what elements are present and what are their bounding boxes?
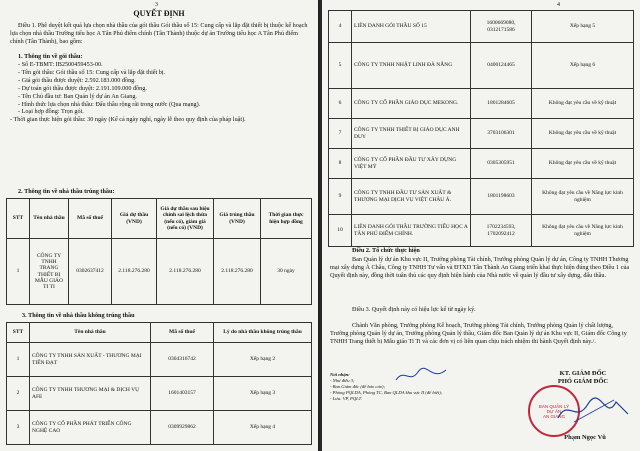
table-cell: 0309929862 bbox=[151, 411, 214, 445]
document-page-3 bbox=[0, 0, 318, 451]
winning-bidder-table bbox=[6, 198, 312, 305]
seal-text: DỰ ÁN bbox=[546, 408, 562, 414]
info-line: - Số E-TBMT: IB2500459453-00. bbox=[18, 61, 103, 68]
table-cell: 30 ngày bbox=[261, 239, 312, 305]
table-cell: Không đạt yêu cầu về kỹ thuật bbox=[532, 149, 634, 179]
table-cell: Xếp hạng 5 bbox=[532, 11, 634, 43]
table-header: Giá dự thầu sau hiệu chỉnh sai lệch thừa (nếu có), giảm giá (nếu có) (VND) bbox=[157, 199, 214, 239]
table-cell: 2 bbox=[7, 377, 30, 411]
table-cell: 0302637412 bbox=[69, 239, 112, 305]
table-cell: 0305305951 bbox=[471, 149, 532, 179]
table-cell: CÔNG TY TNHH TRANG THIẾT BỊ MẪU GIÁO TI TI bbox=[30, 239, 69, 305]
signature-block bbox=[528, 370, 638, 386]
section-2-title: 2. Thông tin về nhà thầu trúng thầu: bbox=[18, 188, 115, 195]
article-3-title: Điều 3. Quyết định này có hiệu lực kể từ ngày ký. bbox=[352, 306, 476, 313]
table-cell: LIÊN DANH GÓI THẦU TRƯỜNG TIỂU HỌC A TÂN PHÚ ĐIỂM CHÍNH. bbox=[352, 215, 471, 247]
table-cell: 4 bbox=[329, 11, 352, 43]
document-page-4 bbox=[322, 0, 640, 451]
info-line: - Tên Chủ đầu tư: Ban Quản lý dự án An Giang. bbox=[18, 92, 137, 100]
table-cell: 2.118.276.280 bbox=[214, 239, 261, 305]
table-header: Giá trúng thầu (VND) bbox=[214, 199, 261, 239]
info-line: - Loại hợp đồng: Trọn gói. bbox=[18, 108, 84, 116]
info-line: - Tên gói thầu: Gói thầu số 15: Cung cấp và lắp đặt thiết bị. bbox=[18, 68, 166, 76]
table-cell: 2.118.276.280 bbox=[157, 239, 214, 305]
table-cell: CÔNG TY TNHH NHẬT LINH ĐÀ NẴNG bbox=[352, 43, 471, 89]
package-info-list bbox=[10, 61, 310, 124]
recipient-line: - Lưu: VP, PQLT. bbox=[330, 396, 362, 401]
table-cell: 0400124465 bbox=[471, 43, 532, 89]
table-cell: CÔNG TY TNHH ĐẦU TƯ SẢN XUẤT & THƯƠNG MẠI DỊCH VỤ VIỆT CHÂU Á. bbox=[352, 179, 471, 215]
recipients-title: Nơi nhận: bbox=[330, 372, 350, 377]
table-header: Tên nhà thầu bbox=[30, 199, 69, 239]
table-cell: CÔNG TY TNHH THƯƠNG MẠI & DỊCH VỤ AFE bbox=[30, 377, 151, 411]
article-1-text: Điều 1. Phê duyệt kết quả lựa chọn nhà thầu của gói thầu Gói thầu số 15: Cung cấp và lắp đặt thiết bị thuộc kế hoạch lựa chọn nhà thầu Trường tiểu học A Tân Phú điểm chính (Tân Thành) thuộc dự án Trường tiểu học A Tân Phú điểm chính (Tân Thành), bao gồm: bbox=[10, 22, 308, 45]
table-cell: 5 bbox=[329, 43, 352, 89]
losing-bidders-table bbox=[6, 322, 312, 445]
recipient-line: - Phòng PQLDA, Phòng TC, Ban QLDA khu vực II (để biết); bbox=[330, 390, 443, 395]
table-header: Tên nhà thầu bbox=[30, 323, 151, 343]
table-row bbox=[329, 179, 634, 215]
table-row bbox=[329, 119, 634, 149]
info-line: - Hình thức lựa chọn nhà thầu: Đấu thầu rộng rãi trong nước (Qua mạng). bbox=[18, 100, 201, 108]
table-cell: CÔNG TY TNHH SẢN XUẤT - THƯƠNG MẠI TIẾN ĐẠT bbox=[30, 343, 151, 377]
section-1-title: 1. Thông tin về gói thầu: bbox=[18, 53, 83, 60]
table-cell: 2.118.276.280 bbox=[112, 239, 157, 305]
initial-signature-mark bbox=[392, 364, 452, 386]
sign-role: PHÓ GIÁM ĐỐC bbox=[557, 378, 609, 385]
table-row bbox=[7, 239, 312, 305]
table-row bbox=[7, 411, 312, 445]
table-cell: 1601403157 bbox=[151, 377, 214, 411]
table-cell: CÔNG TY CỔ PHẦN GIÁO DỤC MEKONG. bbox=[352, 89, 471, 119]
table-cell: 3703106301 bbox=[471, 119, 532, 149]
table-cell: 1 bbox=[7, 343, 30, 377]
table-header: Thời gian thực hiện hợp đồng bbox=[261, 199, 312, 239]
recipient-line: - Như điều 3; bbox=[330, 378, 355, 383]
table-header: STT bbox=[7, 323, 30, 343]
table-row bbox=[7, 377, 312, 411]
table-cell: 1 bbox=[7, 239, 30, 305]
table-cell: 3 bbox=[7, 411, 30, 445]
seal-text: AN GIANG bbox=[542, 413, 565, 419]
table-row bbox=[329, 149, 634, 179]
table-cell: 1801284605 bbox=[471, 89, 532, 119]
table-row bbox=[329, 89, 634, 119]
section-3-title: 3. Thông tin về nhà thầu không trúng thầu bbox=[22, 312, 135, 319]
table-cell: Xếp hạng 6 bbox=[532, 43, 634, 89]
table-row bbox=[329, 43, 634, 89]
sign-kt: KT. GIÁM ĐỐC bbox=[559, 370, 607, 377]
table-cell: 10 bbox=[329, 215, 352, 247]
table-cell: Xếp hạng 4 bbox=[214, 411, 312, 445]
table-cell: 9 bbox=[329, 179, 352, 215]
table-cell: Xếp hạng 2 bbox=[214, 343, 312, 377]
table-header-row bbox=[7, 323, 312, 343]
table-cell: Không đạt yêu cầu về kỹ thuật bbox=[532, 89, 634, 119]
table-row bbox=[7, 343, 312, 377]
article-2-title: Điều 2. Tổ chức thực hiện bbox=[352, 247, 420, 254]
info-line: - Giá gói thầu được duyệt: 2.592.183.000 đồng. bbox=[18, 76, 136, 84]
table-cell: Không đạt yêu cầu về Năng lực kinh nghiệm bbox=[532, 179, 634, 215]
table-cell: Xếp hạng 3 bbox=[214, 377, 312, 411]
table-header: STT bbox=[7, 199, 30, 239]
table-cell: Không đạt yêu cầu về Năng lực kinh nghiệm bbox=[532, 215, 634, 247]
table-cell: 6 bbox=[329, 89, 352, 119]
table-header: Lý do nhà thầu không trúng thầu bbox=[214, 323, 312, 343]
table-cell: CÔNG TY CỔ PHẦN ĐẦU TƯ XÂY DỰNG VIỆT MỸ bbox=[352, 149, 471, 179]
director-signature bbox=[554, 392, 634, 428]
table-cell: LIÊN DANH GÓI THẦU SỐ 15 bbox=[352, 11, 471, 43]
table-cell: CÔNG TY CỔ PHẦN PHÁT TRIỂN CÔNG NGHỆ CAO bbox=[30, 411, 151, 445]
table-row bbox=[329, 11, 634, 43]
table-cell: 8 bbox=[329, 149, 352, 179]
table-header: Mã số thuế bbox=[69, 199, 112, 239]
table-header-row bbox=[7, 199, 312, 239]
page-number: 4 bbox=[557, 2, 560, 8]
table-cell: 0304316742 bbox=[151, 343, 214, 377]
table-cell: 1801198603 bbox=[471, 179, 532, 215]
table-header: Mã số thuế bbox=[151, 323, 214, 343]
table-cell: 7 bbox=[329, 119, 352, 149]
article-3-text: Chánh Văn phòng, Trưởng phòng Kế hoạch, Trưởng phòng Tài chính, Trưởng phòng Quản lý chất lượng, Trưởng phòng Quản lý dự án, Trưởng phòng Quản lý thầu, Giám đốc Ban Quản lý dự án Khu vực II, Giám đốc Công ty TNHH Trang thiết bị Mẫu giáo Ti Ti và các đơn vị có liên quan chịu trách nhiệm thi hành Quyết định này./. bbox=[330, 322, 627, 345]
signer-name: Phạm Ngọc Vũ bbox=[564, 434, 606, 441]
table-cell: Không đạt yêu cầu về kỹ thuật bbox=[532, 119, 634, 149]
table-cell: 1702234593, 1702092412 bbox=[471, 215, 532, 247]
recipient-line: - Ban Giám đốc (để báo cáo); bbox=[330, 384, 386, 389]
losing-bidders-table-continued bbox=[328, 10, 634, 247]
info-line: - Dự toán gói thầu được duyệt: 2.191.109.000 đồng. bbox=[18, 84, 147, 92]
table-cell: CÔNG TY TNHH THIẾT BỊ GIÁO DỤC ANH DUY bbox=[352, 119, 471, 149]
table-row bbox=[329, 215, 634, 247]
table-cell: 1600669080, 0312171586 bbox=[471, 11, 532, 43]
seal-text: BAN QUẢN LÝ bbox=[538, 403, 570, 409]
info-line: - Thời gian thực hiện gói thầu: 30 ngày (Kể cả ngày nghỉ, ngày lễ theo quy định của pháp luật). bbox=[10, 116, 246, 124]
table-header: Giá dự thầu (VND) bbox=[112, 199, 157, 239]
decision-title: QUYẾT ĐỊNH bbox=[133, 9, 185, 18]
page-number: 3 bbox=[155, 2, 158, 8]
article-2-text: Ban Quản lý dự án Khu vực II, Trưởng phòng Tài chính, Trưởng phòng Quản lý dự án, Công ty TNHH Thương mại xây dựng Á Châu, Công ty TNHH Tư vấn và ĐTXD Tân Thành An Giang triển khai thực hiện đúng theo Điều 1 của Quyết định này, đồng thời tuân thủ các quy định hiện hành của Nhà nước về quản lý đầu tư xây dựng, đấu thầu. bbox=[330, 256, 630, 279]
